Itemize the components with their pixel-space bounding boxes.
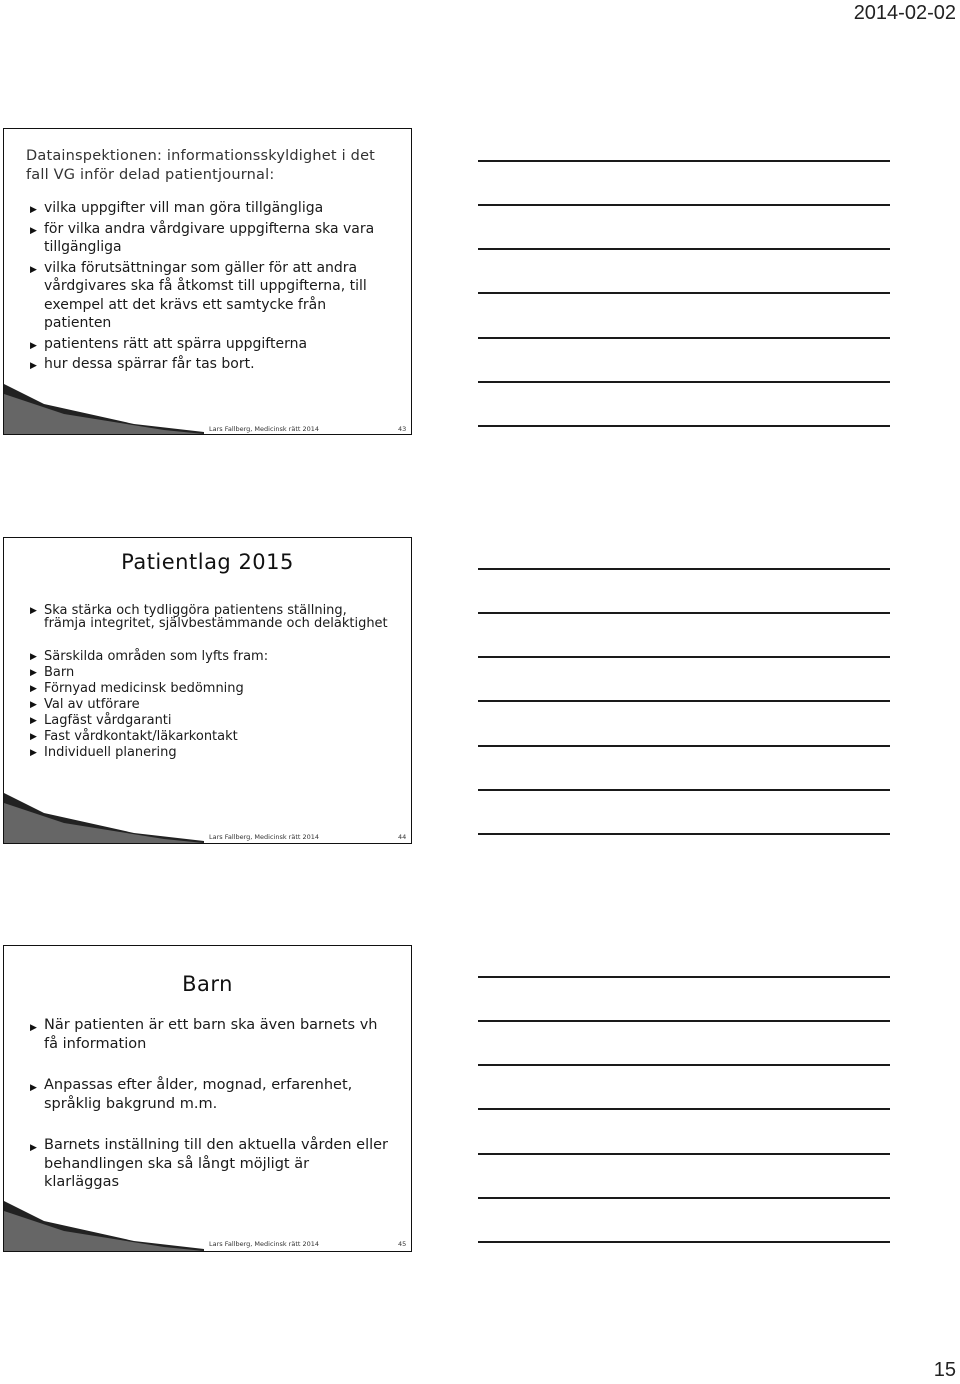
- note-line: [478, 833, 890, 835]
- note-line: [478, 976, 890, 978]
- bullet-arrow-icon: ▶: [30, 1083, 37, 1093]
- list-item: ▶ Förnyad medicinsk bedömning: [30, 681, 244, 696]
- note-line: [478, 381, 890, 383]
- slide-number: 43: [398, 425, 407, 433]
- bullet-list: [28, 1016, 388, 1192]
- swoosh-decoration: [4, 384, 204, 434]
- list-item: ▶ När patienten är ett barn ska även barnets vh få information: [30, 1017, 378, 1052]
- note-line: [478, 1153, 890, 1155]
- slide-44: [3, 537, 412, 844]
- bullet-arrow-icon: ▶: [30, 1023, 37, 1033]
- list-item: ▶ Barn: [30, 665, 75, 680]
- bullet-arrow-icon: ▶: [30, 1143, 37, 1153]
- bullet-list: [28, 604, 388, 759]
- bullet-arrow-icon: ▶: [30, 264, 37, 275]
- note-line: [478, 204, 890, 206]
- bullet-list: [28, 199, 388, 374]
- slide-title: Barn: [182, 972, 233, 996]
- list-item: ▶ vilka uppgifter vill man göra tillgängliga: [28, 199, 388, 218]
- list-item: ▶ vilka förutsättningar som gäller för att andra vårdgivares ska få åtkomst till uppgifterna, till exempel att det krävs ett samtycke från patienten: [30, 259, 367, 331]
- bullet-arrow-icon: ▶: [30, 652, 37, 662]
- list-item: ▶ patientens rätt att spärra uppgifterna: [28, 335, 388, 354]
- note-line: [478, 425, 890, 427]
- note-line: [478, 1064, 890, 1066]
- note-line: [478, 160, 890, 162]
- swoosh-decoration: [4, 793, 204, 843]
- note-line: [478, 745, 890, 747]
- bullet-arrow-icon: ▶: [30, 700, 37, 710]
- slide-43: [3, 128, 412, 435]
- list-item: ▶ Anpassas efter ålder, mognad, erfarenhet, språklig bakgrund m.m.: [30, 1077, 353, 1112]
- note-line: [478, 1020, 890, 1022]
- note-line: [478, 612, 890, 614]
- list-item: ▶ Fast vårdkontakt/läkarkontakt: [30, 729, 238, 744]
- list-item: ▶ Val av utförare: [30, 697, 140, 712]
- list-item: ▶ Särskilda områden som lyfts fram:: [30, 649, 269, 664]
- page-date: 2014-02-02: [853, 2, 956, 24]
- note-line: [478, 568, 890, 570]
- list-item: ▶ hur dessa spärrar får tas bort.: [28, 355, 388, 374]
- list-item: ▶ Individuell planering: [30, 745, 177, 760]
- bullet-arrow-icon: ▶: [30, 748, 37, 758]
- note-line: [478, 1241, 890, 1243]
- bullet-arrow-icon: ▶: [30, 732, 37, 742]
- list-item: ▶ för vilka andra vårdgivare uppgifterna ska vara tillgängliga: [30, 220, 375, 255]
- slide-footer: Lars Fallberg, Medicinsk rätt 2014: [209, 833, 320, 841]
- slide-title: Patientlag 2015: [121, 550, 294, 574]
- note-line: [478, 292, 890, 294]
- slide-footer: Lars Fallberg, Medicinsk rätt 2014: [209, 1240, 320, 1248]
- list-item: ▶ Barnets inställning till den aktuella vården eller behandlingen ska så långt möjligt är klarläggas: [30, 1137, 389, 1190]
- note-line: [478, 1197, 890, 1199]
- bullet-arrow-icon: ▶: [30, 668, 37, 678]
- note-line: [478, 248, 890, 250]
- note-line: [478, 656, 890, 658]
- bullet-arrow-icon: ▶: [30, 205, 37, 215]
- page-number: 15: [933, 1359, 956, 1381]
- slide-number: 44: [398, 833, 407, 841]
- swoosh-decoration: [4, 1201, 204, 1251]
- bullet-arrow-icon: ▶: [30, 716, 37, 726]
- list-item: ▶ Lagfäst vårdgaranti: [30, 713, 172, 728]
- note-line: [478, 789, 890, 791]
- list-item: ▶ Ska stärka och tydliggöra patientens ställning, främja integritet, självbestämmande och delaktighet: [30, 603, 388, 631]
- note-line: [478, 1108, 890, 1110]
- bullet-arrow-icon: ▶: [30, 684, 37, 694]
- bullet-arrow-icon: ▶: [30, 225, 37, 236]
- note-line: [478, 337, 890, 339]
- slide-footer: Lars Fallberg, Medicinsk rätt 2014: [209, 425, 320, 433]
- slide-number: 45: [398, 1240, 407, 1248]
- bullet-arrow-icon: ▶: [30, 606, 37, 616]
- bullet-arrow-icon: ▶: [30, 361, 37, 371]
- note-line: [478, 700, 890, 702]
- slide-45: [3, 945, 412, 1252]
- slide-title: Datainspektionen: informationsskyldighet i det fall VG inför delad patientjournal:: [26, 148, 376, 183]
- bullet-arrow-icon: ▶: [30, 340, 37, 351]
